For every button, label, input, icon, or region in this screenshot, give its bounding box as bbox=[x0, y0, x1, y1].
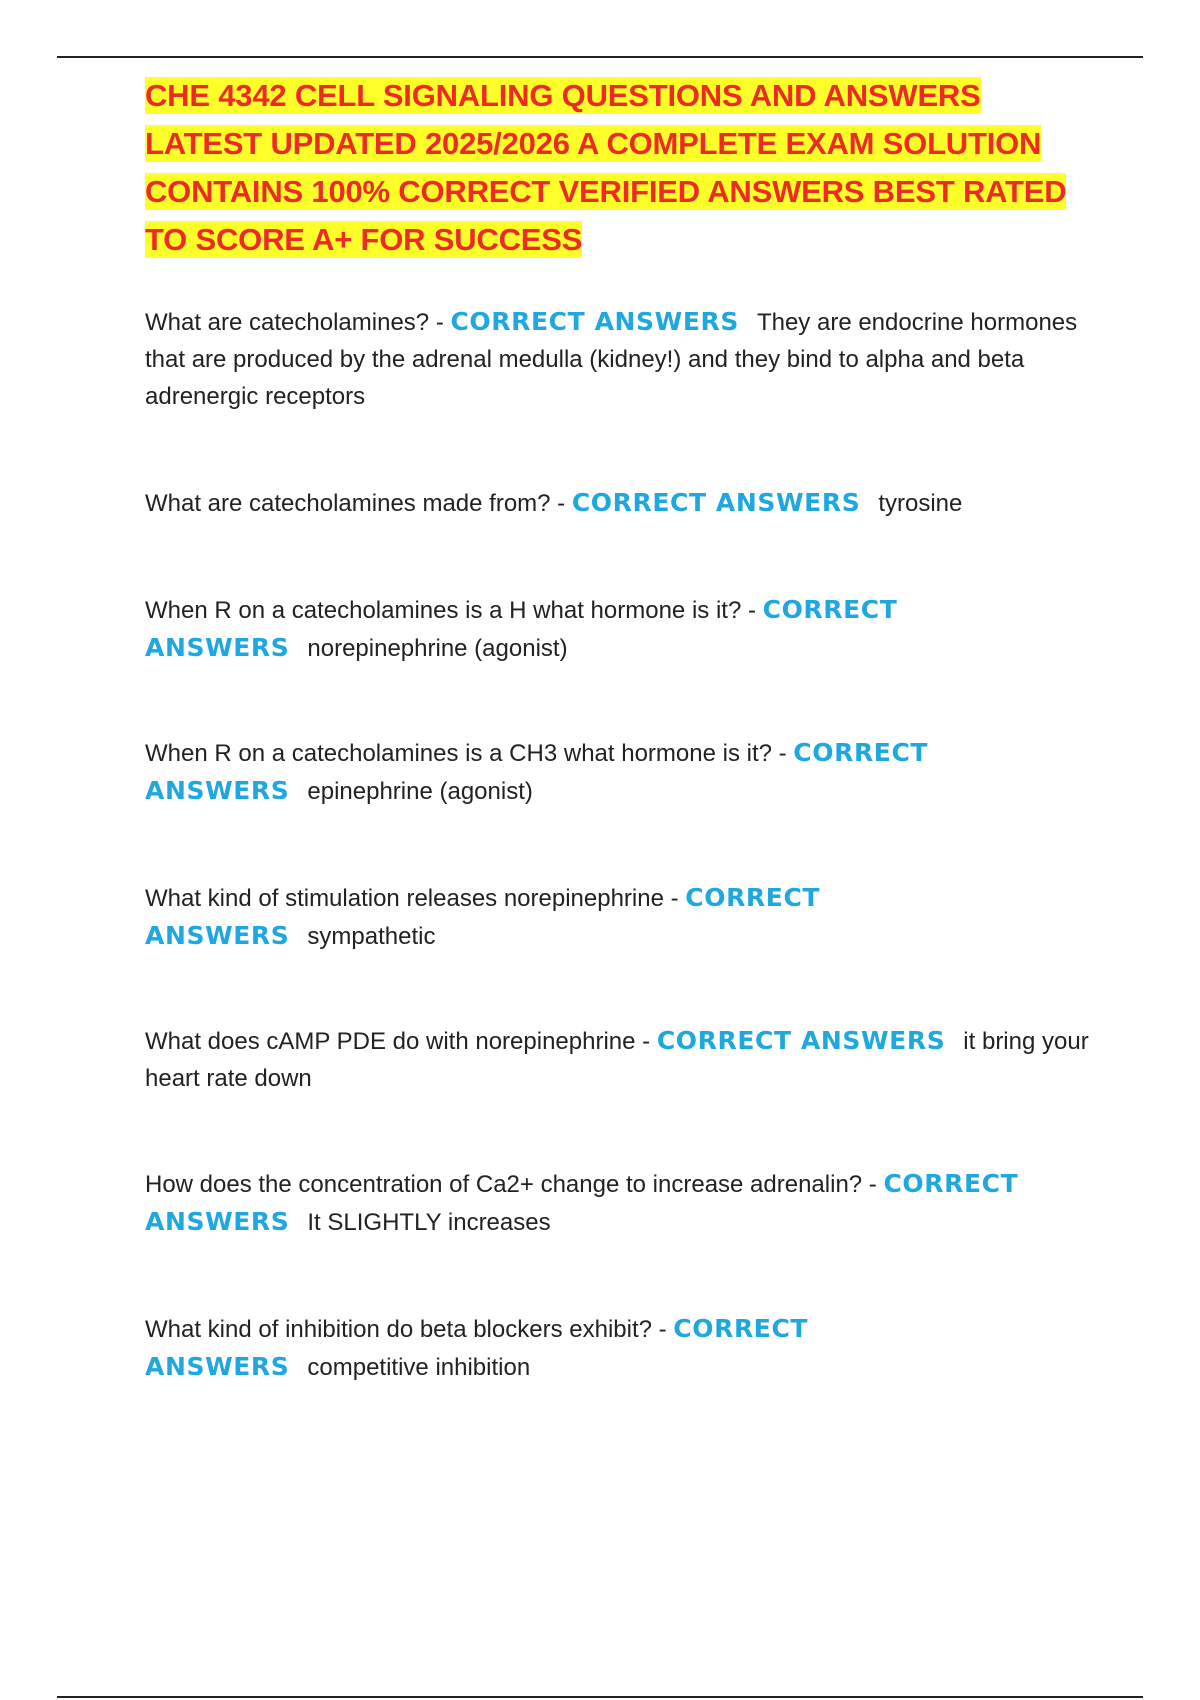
correct-answers-tag: CORRECT ANSWERS bbox=[145, 1169, 1019, 1236]
document-title bbox=[145, 72, 1095, 264]
question-text: What are catecholamines? bbox=[145, 309, 430, 336]
bottom-rule bbox=[57, 1696, 1143, 1698]
qa-item-3 bbox=[145, 591, 1095, 667]
answer-text: They are endocrine hormones that are produced by the adrenal medulla (kidney!) and they bind to alpha and beta adrenergic receptors bbox=[145, 309, 1078, 410]
question-text: What kind of inhibition do beta blockers exhibit? bbox=[145, 1316, 652, 1343]
answer-text: norepinephrine (agonist) bbox=[307, 635, 568, 662]
separator: - bbox=[862, 1171, 884, 1198]
correct-answers-tag: CORRECT ANSWERS bbox=[145, 1314, 809, 1381]
qa-item-4 bbox=[145, 734, 1095, 810]
question-text: What are catecholamines made from? bbox=[145, 490, 551, 517]
separator: - bbox=[429, 309, 451, 336]
question-text: What does cAMP PDE do with norepinephrine bbox=[145, 1028, 636, 1055]
question-text: When R on a catecholamines is a H what hormone is it? bbox=[145, 597, 742, 624]
correct-answers-tag: CORRECT ANSWERS bbox=[571, 488, 861, 517]
qa-item-5 bbox=[145, 879, 1095, 955]
correct-answers-tag: CORRECT ANSWERS bbox=[145, 883, 821, 950]
qa-item-8 bbox=[145, 1310, 1095, 1386]
question-text: What kind of stimulation releases norepinephrine bbox=[145, 885, 664, 912]
correct-answers-tag: CORRECT ANSWERS bbox=[145, 738, 929, 805]
document-body bbox=[145, 72, 1095, 1381]
answer-text: sympathetic bbox=[307, 923, 436, 950]
separator: - bbox=[663, 885, 686, 912]
correct-answers-tag: CORRECT ANSWERS bbox=[145, 595, 898, 662]
qa-item-6 bbox=[145, 1022, 1095, 1097]
qa-item-2 bbox=[145, 484, 1095, 522]
answer-text: competitive inhibition bbox=[307, 1354, 531, 1381]
separator: - bbox=[741, 597, 763, 624]
separator: - bbox=[550, 490, 572, 517]
question-text: When R on a catecholamines is a CH3 what hormone is it? bbox=[145, 740, 772, 767]
qa-item-1 bbox=[145, 303, 1095, 415]
document-title-text: CHE 4342 CELL SIGNALING QUESTIONS AND ANSWERS LATEST UPDATED 2025/2026 A COMPLETE EXAM SOLUTION CONTAINS 100% CORRECT VERIFIED ANSWERS BEST RATED TO SCORE A+ FOR SUCCESS bbox=[145, 78, 1067, 257]
question-text: How does the concentration of Ca2+ change to increase adrenalin? bbox=[145, 1171, 863, 1198]
answer-text: It SLIGHTLY increases bbox=[307, 1209, 551, 1236]
correct-answers-tag: CORRECT ANSWERS bbox=[656, 1026, 946, 1055]
answer-text: it bring your heart rate down bbox=[145, 1028, 1089, 1092]
separator: - bbox=[651, 1316, 674, 1343]
separator: - bbox=[635, 1028, 657, 1055]
qa-item-7 bbox=[145, 1165, 1095, 1241]
separator: - bbox=[771, 740, 794, 767]
correct-answers-tag: CORRECT ANSWERS bbox=[450, 307, 739, 336]
answer-text: epinephrine (agonist) bbox=[307, 778, 533, 805]
top-rule bbox=[57, 56, 1143, 58]
answer-text: tyrosine bbox=[878, 490, 963, 517]
